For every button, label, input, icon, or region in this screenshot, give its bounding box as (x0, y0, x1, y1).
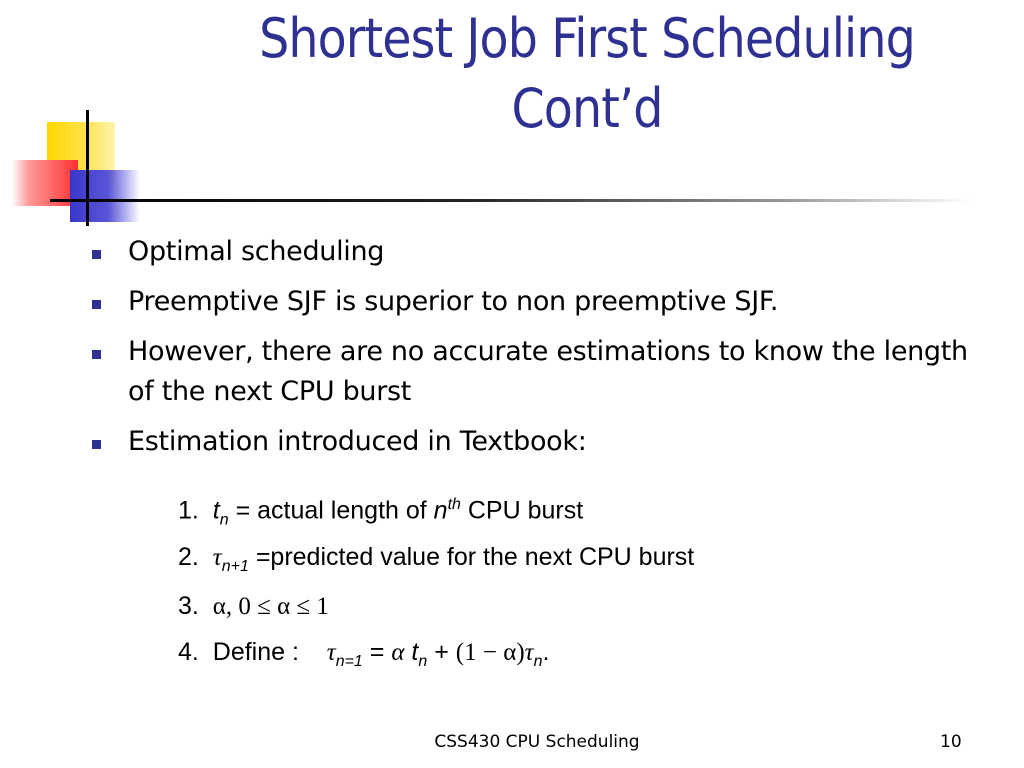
formula-subscript: n (219, 511, 229, 529)
formula-period: . (542, 638, 550, 666)
slide-title (202, 4, 971, 144)
formula-alpha: α (391, 639, 405, 666)
formula-text: actual length of (257, 496, 427, 525)
formula-expression: α, 0 ≤ α ≤ 1 (212, 593, 329, 620)
bullet-text: Optimal scheduling (128, 236, 385, 267)
bullet-item (90, 332, 990, 412)
formula-3 (178, 592, 329, 621)
slide-title-line-2: Cont’d (511, 77, 663, 140)
formula-subscript: n=1 (335, 653, 363, 670)
formula-number: 3. (178, 592, 199, 620)
formula-superscript: th (447, 496, 461, 513)
formula-tau: τ (326, 639, 336, 666)
formula-variable: t (411, 638, 419, 666)
formula-number: 4. (178, 638, 199, 666)
bullet-marker-icon (92, 350, 101, 359)
formula-subscript: n (533, 653, 543, 670)
formula-equals: = (255, 543, 271, 571)
formula-plus: + (434, 638, 449, 666)
formula-subscript: n+1 (221, 558, 249, 575)
bullet-item (90, 282, 990, 322)
formula-variable: n (433, 496, 448, 525)
footer-title: CSS430 CPU Scheduling (434, 732, 640, 752)
formula-variable: t (212, 496, 220, 525)
formula-subscript: n (418, 653, 428, 670)
slide-title-line-1: Shortest Job First Scheduling (259, 7, 915, 70)
formula-1 (178, 496, 583, 529)
bullet-item (90, 232, 990, 272)
title-divider-line (50, 199, 970, 202)
bullet-list (90, 232, 990, 472)
bullet-marker-icon (92, 250, 101, 259)
formula-tau: τ (524, 639, 534, 666)
bullet-text: However, there are no accurate estimations to know the length of the next CPU burst (128, 336, 968, 407)
formula-tau: τ (212, 544, 222, 571)
formula-4 (178, 638, 549, 671)
formula-2 (178, 543, 694, 576)
bullet-item (90, 422, 990, 462)
formula-number: 1. (178, 496, 199, 525)
bullet-text: Preemptive SJF is superior to non preemptive SJF. (128, 286, 779, 317)
page-number: 10 (940, 732, 962, 752)
formula-paren-expression: (1 − α) (455, 639, 525, 666)
decor-vertical-line (86, 110, 89, 226)
bullet-marker-icon (92, 440, 101, 449)
formula-label: Define : (212, 638, 299, 666)
bullet-text: Estimation introduced in Textbook: (128, 426, 587, 457)
formula-equals: = (369, 638, 385, 666)
bullet-marker-icon (92, 300, 101, 309)
decor-blue-square (70, 170, 140, 222)
formula-text: CPU burst (467, 496, 584, 525)
formula-equals: = (235, 496, 251, 525)
formula-text: predicted value for the next CPU burst (270, 543, 695, 571)
formula-number: 2. (178, 543, 199, 571)
